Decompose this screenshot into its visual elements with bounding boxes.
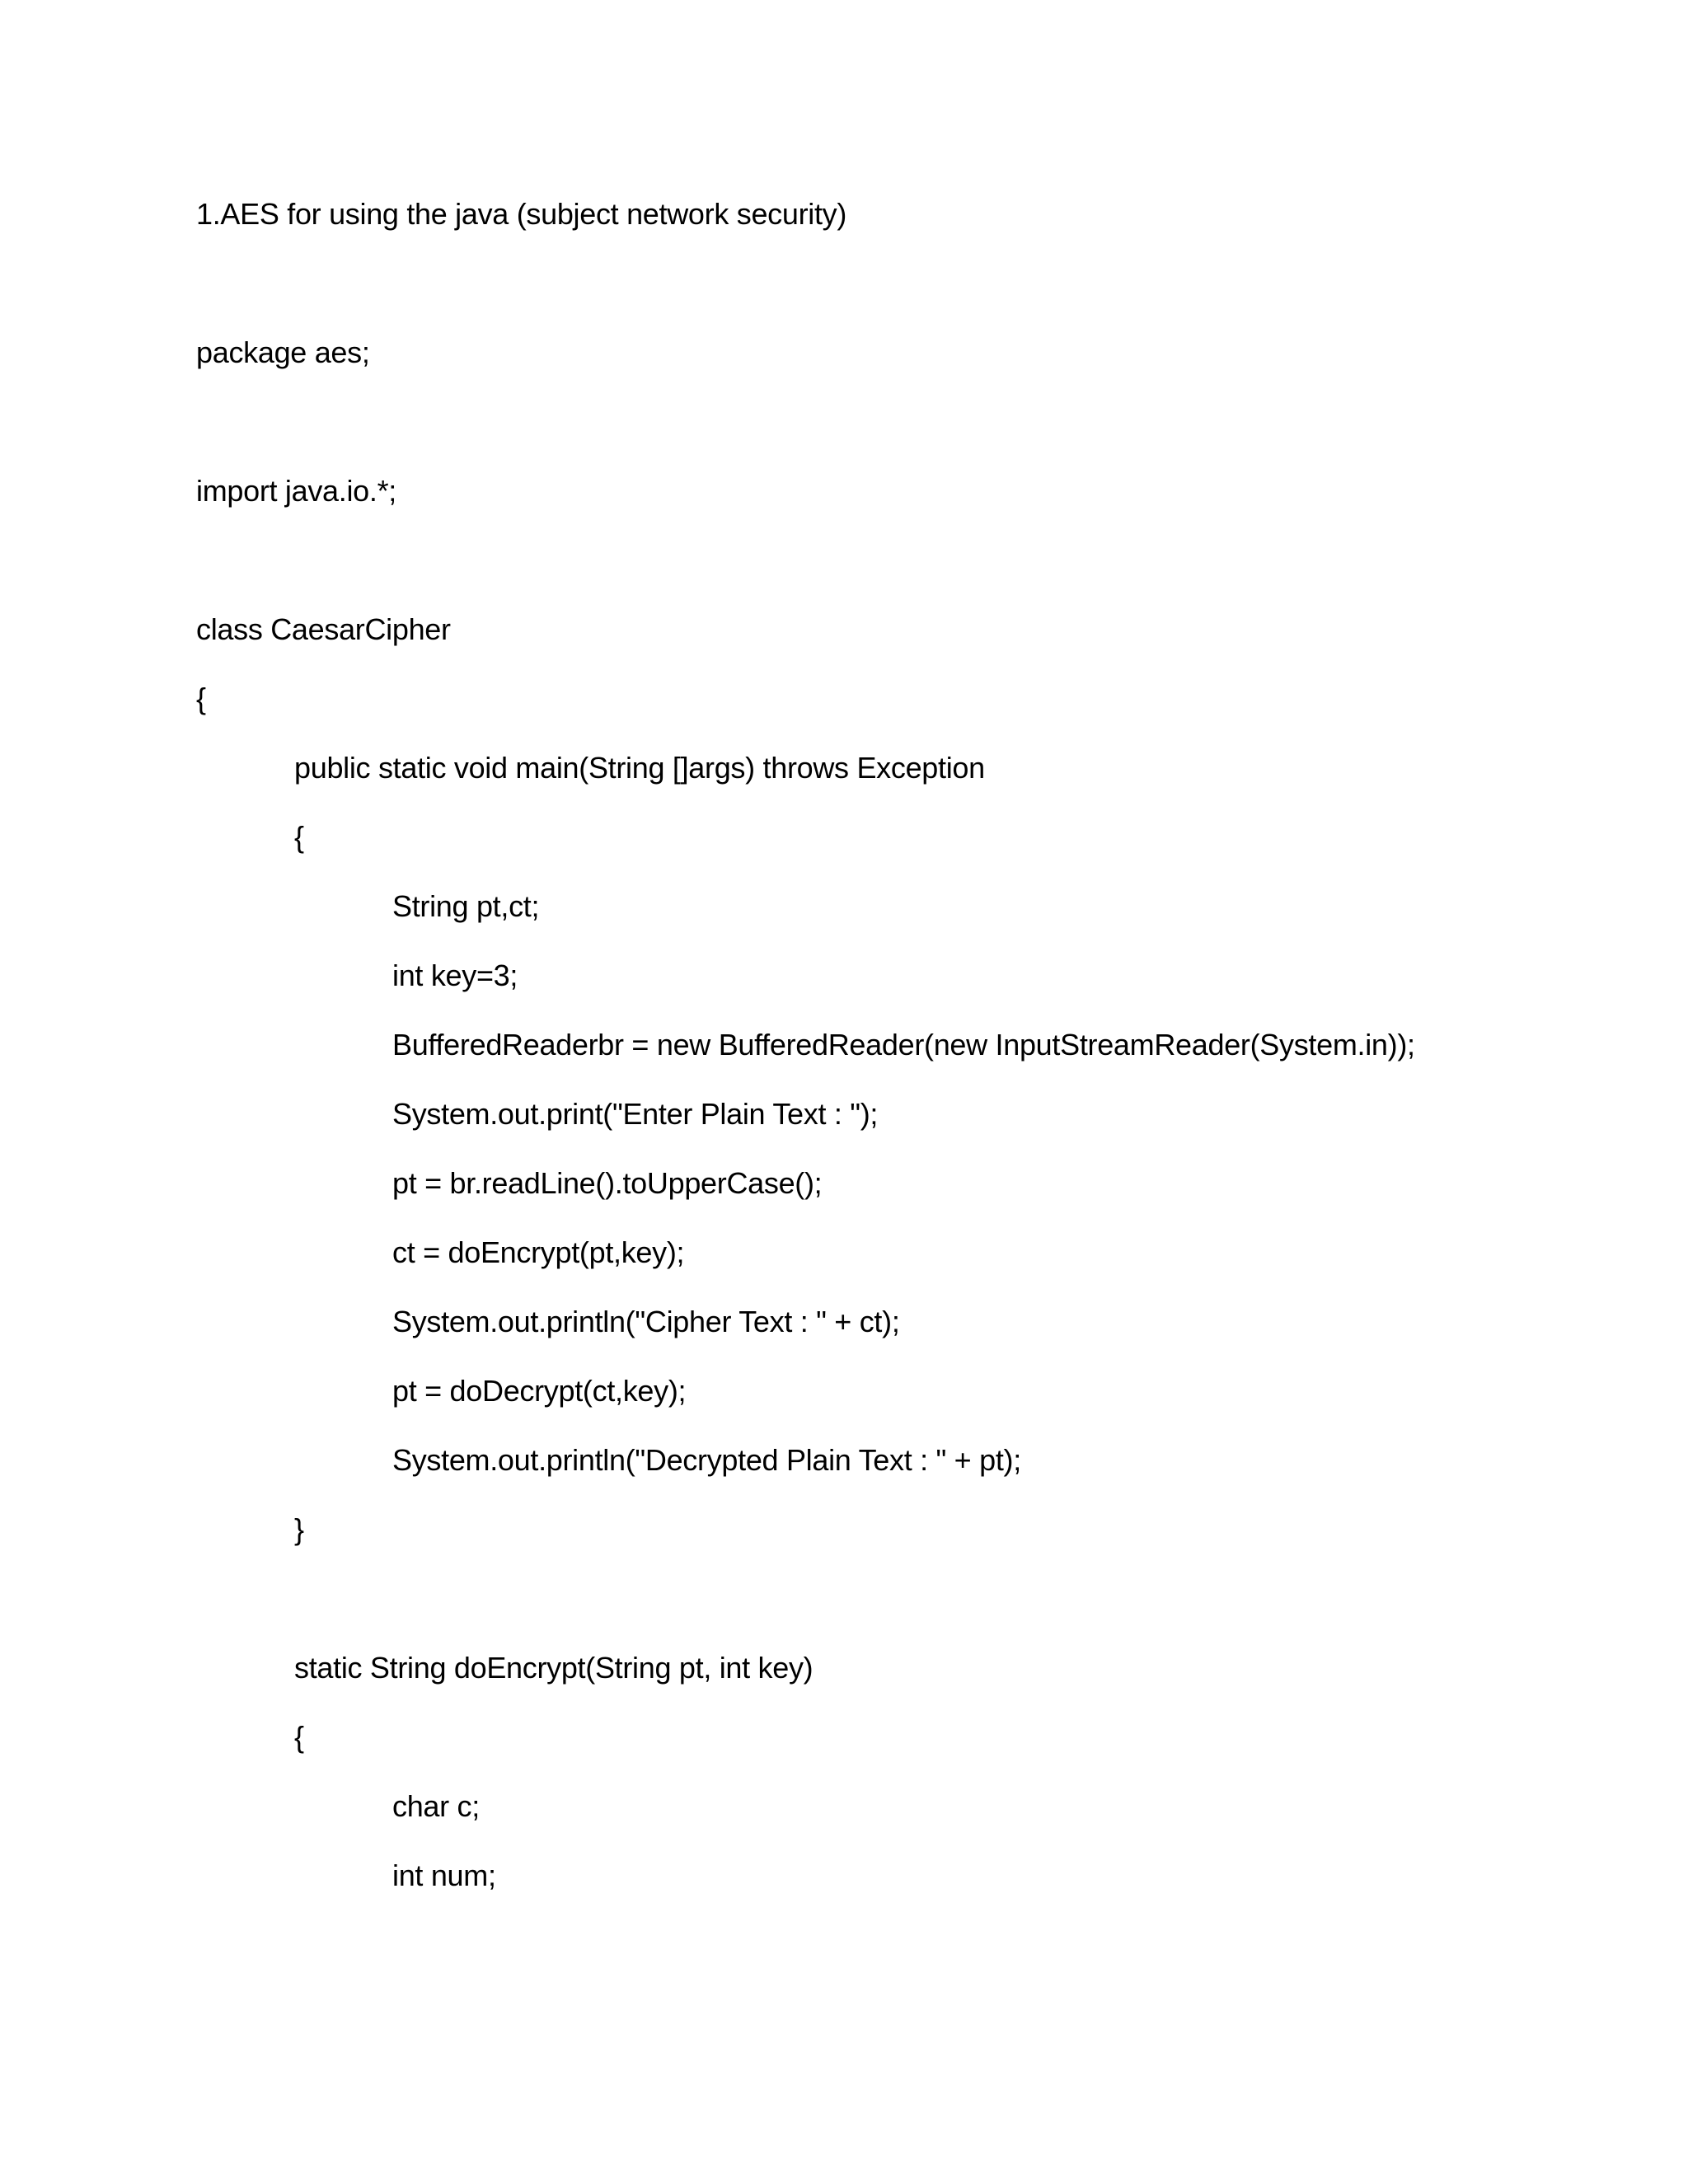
code-line: System.out.println("Cipher Text : " + ct); xyxy=(392,1305,900,1338)
code-line: } xyxy=(294,1512,304,1546)
code-line: System.out.print("Enter Plain Text : "); xyxy=(392,1097,879,1131)
code-line: int num; xyxy=(392,1858,496,1892)
code-line: package aes; xyxy=(196,335,370,369)
code-line: { xyxy=(196,682,206,715)
code-line: class CaesarCipher xyxy=(196,612,451,646)
code-line: { xyxy=(294,1720,304,1754)
code-line: static String doEncrypt(String pt, int key) xyxy=(294,1651,814,1685)
code-line: import java.io.*; xyxy=(196,474,396,508)
code-line: pt = doDecrypt(ct,key); xyxy=(392,1374,687,1408)
code-line: pt = br.readLine().toUpperCase(); xyxy=(392,1166,823,1200)
code-line: ct = doEncrypt(pt,key); xyxy=(392,1235,685,1269)
code-line: BufferedReaderbr = new BufferedReader(new InputStreamReader(System.in)); xyxy=(392,1028,1415,1062)
code-line: int key=3; xyxy=(392,958,518,992)
code-line: { xyxy=(294,820,304,854)
code-line: String pt,ct; xyxy=(392,889,540,923)
code-line: public static void main(String []args) throws Exception xyxy=(294,751,985,785)
document-title: 1.AES for using the java (subject network security) xyxy=(196,197,847,231)
code-line: System.out.println("Decrypted Plain Text : " + pt); xyxy=(392,1443,1021,1477)
code-line: char c; xyxy=(392,1789,480,1823)
